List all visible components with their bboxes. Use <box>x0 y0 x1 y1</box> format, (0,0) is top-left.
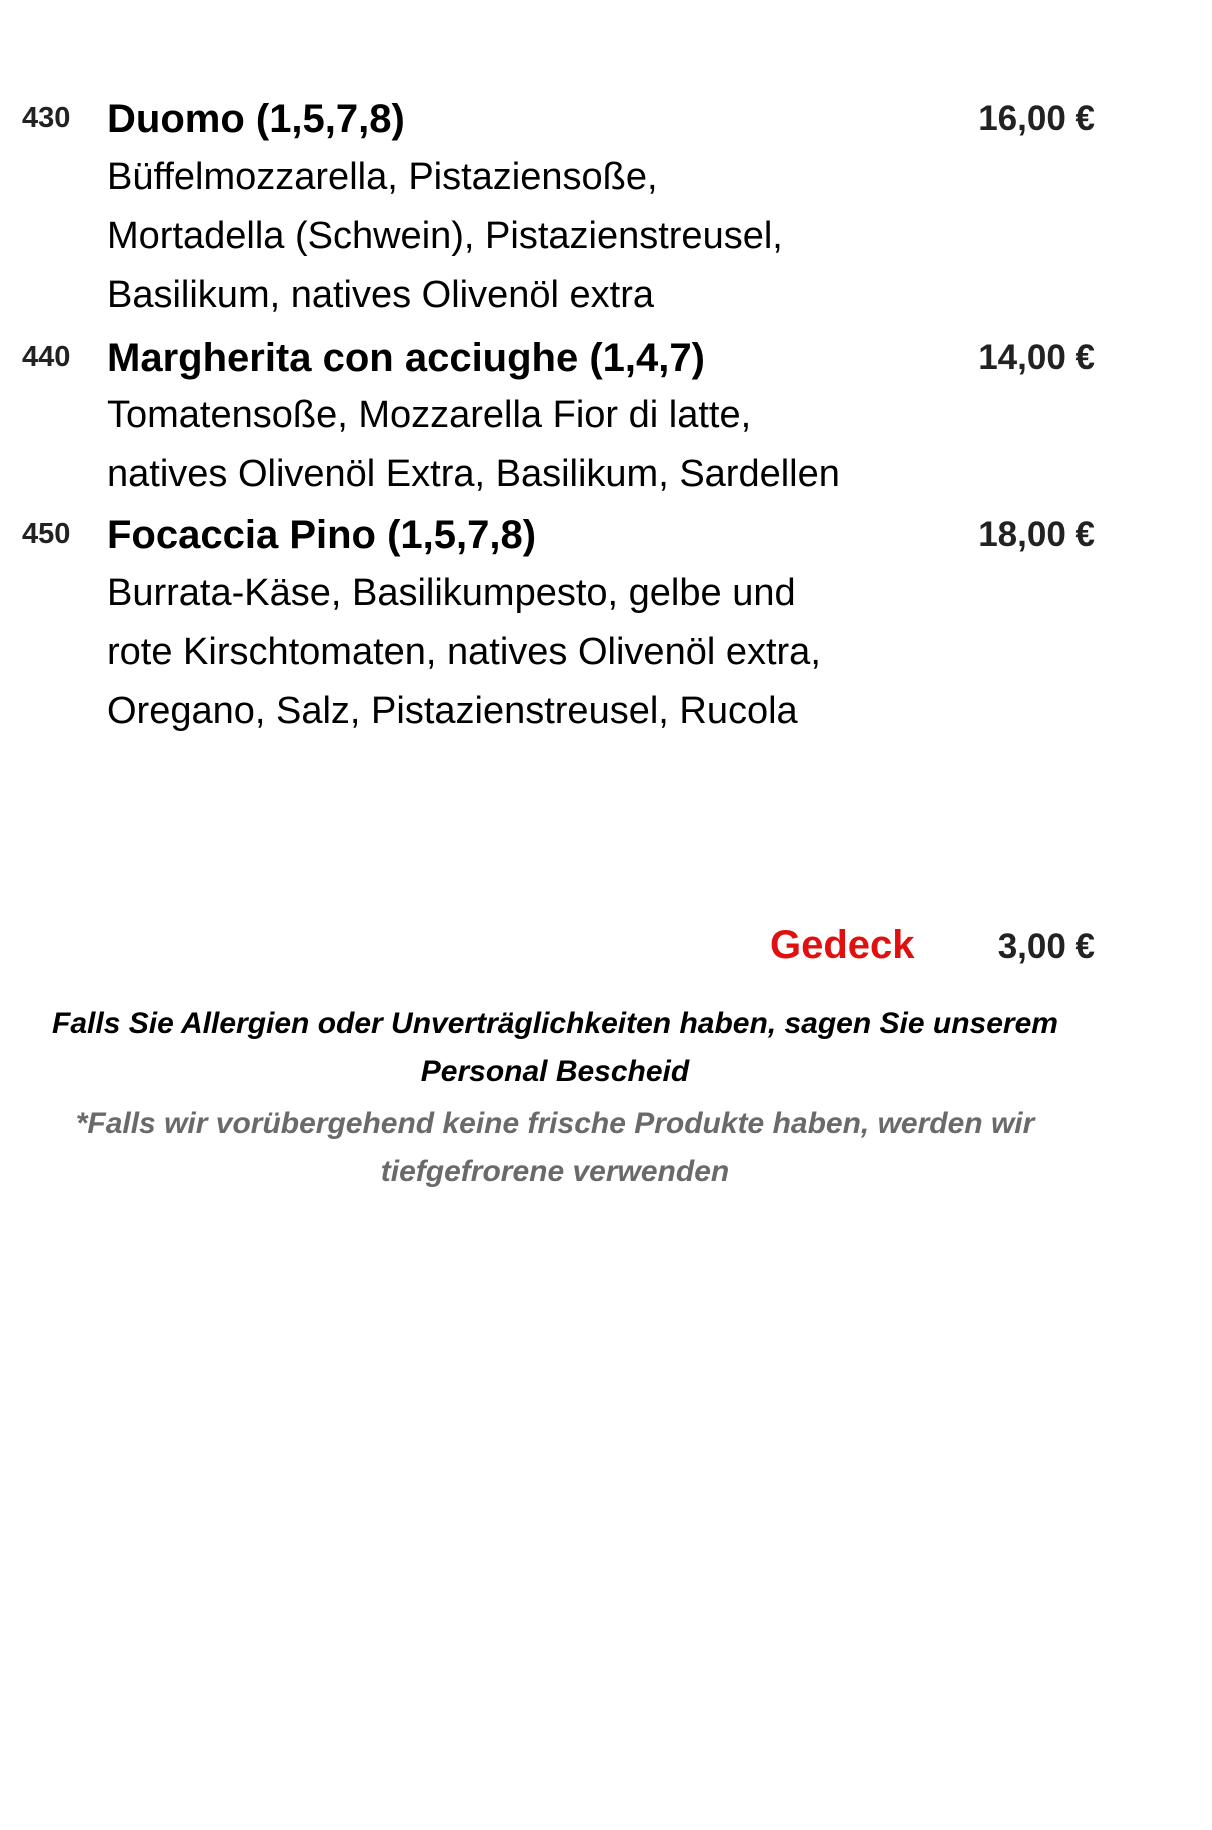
item-description <box>107 386 987 504</box>
item-number: 450 <box>22 518 71 550</box>
description-line: natives Olivenöl Extra, Basilikum, Sardellen <box>107 453 840 495</box>
item-price: 18,00 € <box>978 515 1095 554</box>
item-name: Duomo (1,5,7,8) <box>107 97 405 141</box>
description-line: Basilikum, natives Olivenöl extra <box>107 274 654 316</box>
description-line: rote Kirschtomaten, natives Olivenöl extra, <box>107 631 821 673</box>
notice-line: Personal Bescheid <box>420 1055 690 1088</box>
frozen-products-notice <box>0 1100 1110 1196</box>
item-description <box>107 564 987 741</box>
item-name: Focaccia Pino (1,5,7,8) <box>107 513 537 557</box>
notice-line: tiefgefrorene verwenden <box>380 1155 730 1188</box>
item-name: Margherita con acciughe (1,4,7) <box>107 336 705 380</box>
description-line: Oregano, Salz, Pistazienstreusel, Rucola <box>107 690 798 732</box>
description-line: Burrata-Käse, Basilikumpesto, gelbe und <box>107 572 796 614</box>
cover-charge-label: Gedeck <box>770 923 915 967</box>
item-number: 430 <box>22 102 71 134</box>
cover-charge-price: 3,00 € <box>997 927 1095 966</box>
item-number: 440 <box>22 341 71 373</box>
description-line: Tomatensoße, Mozzarella Fior di latte, <box>107 394 752 436</box>
notice-line: Falls Sie Allergien oder Unverträglichkeiten haben, sagen Sie unserem <box>52 1007 1058 1040</box>
item-description <box>107 148 987 325</box>
notice-line: *Falls wir vorübergehend keine frische Produkte haben, werden wir <box>75 1107 1035 1140</box>
item-price: 14,00 € <box>978 338 1095 377</box>
description-line: Mortadella (Schwein), Pistazienstreusel, <box>107 215 783 257</box>
item-price: 16,00 € <box>978 99 1095 138</box>
description-line: Büffelmozzarella, Pistaziensoße, <box>107 156 658 198</box>
allergy-notice <box>0 1000 1110 1096</box>
